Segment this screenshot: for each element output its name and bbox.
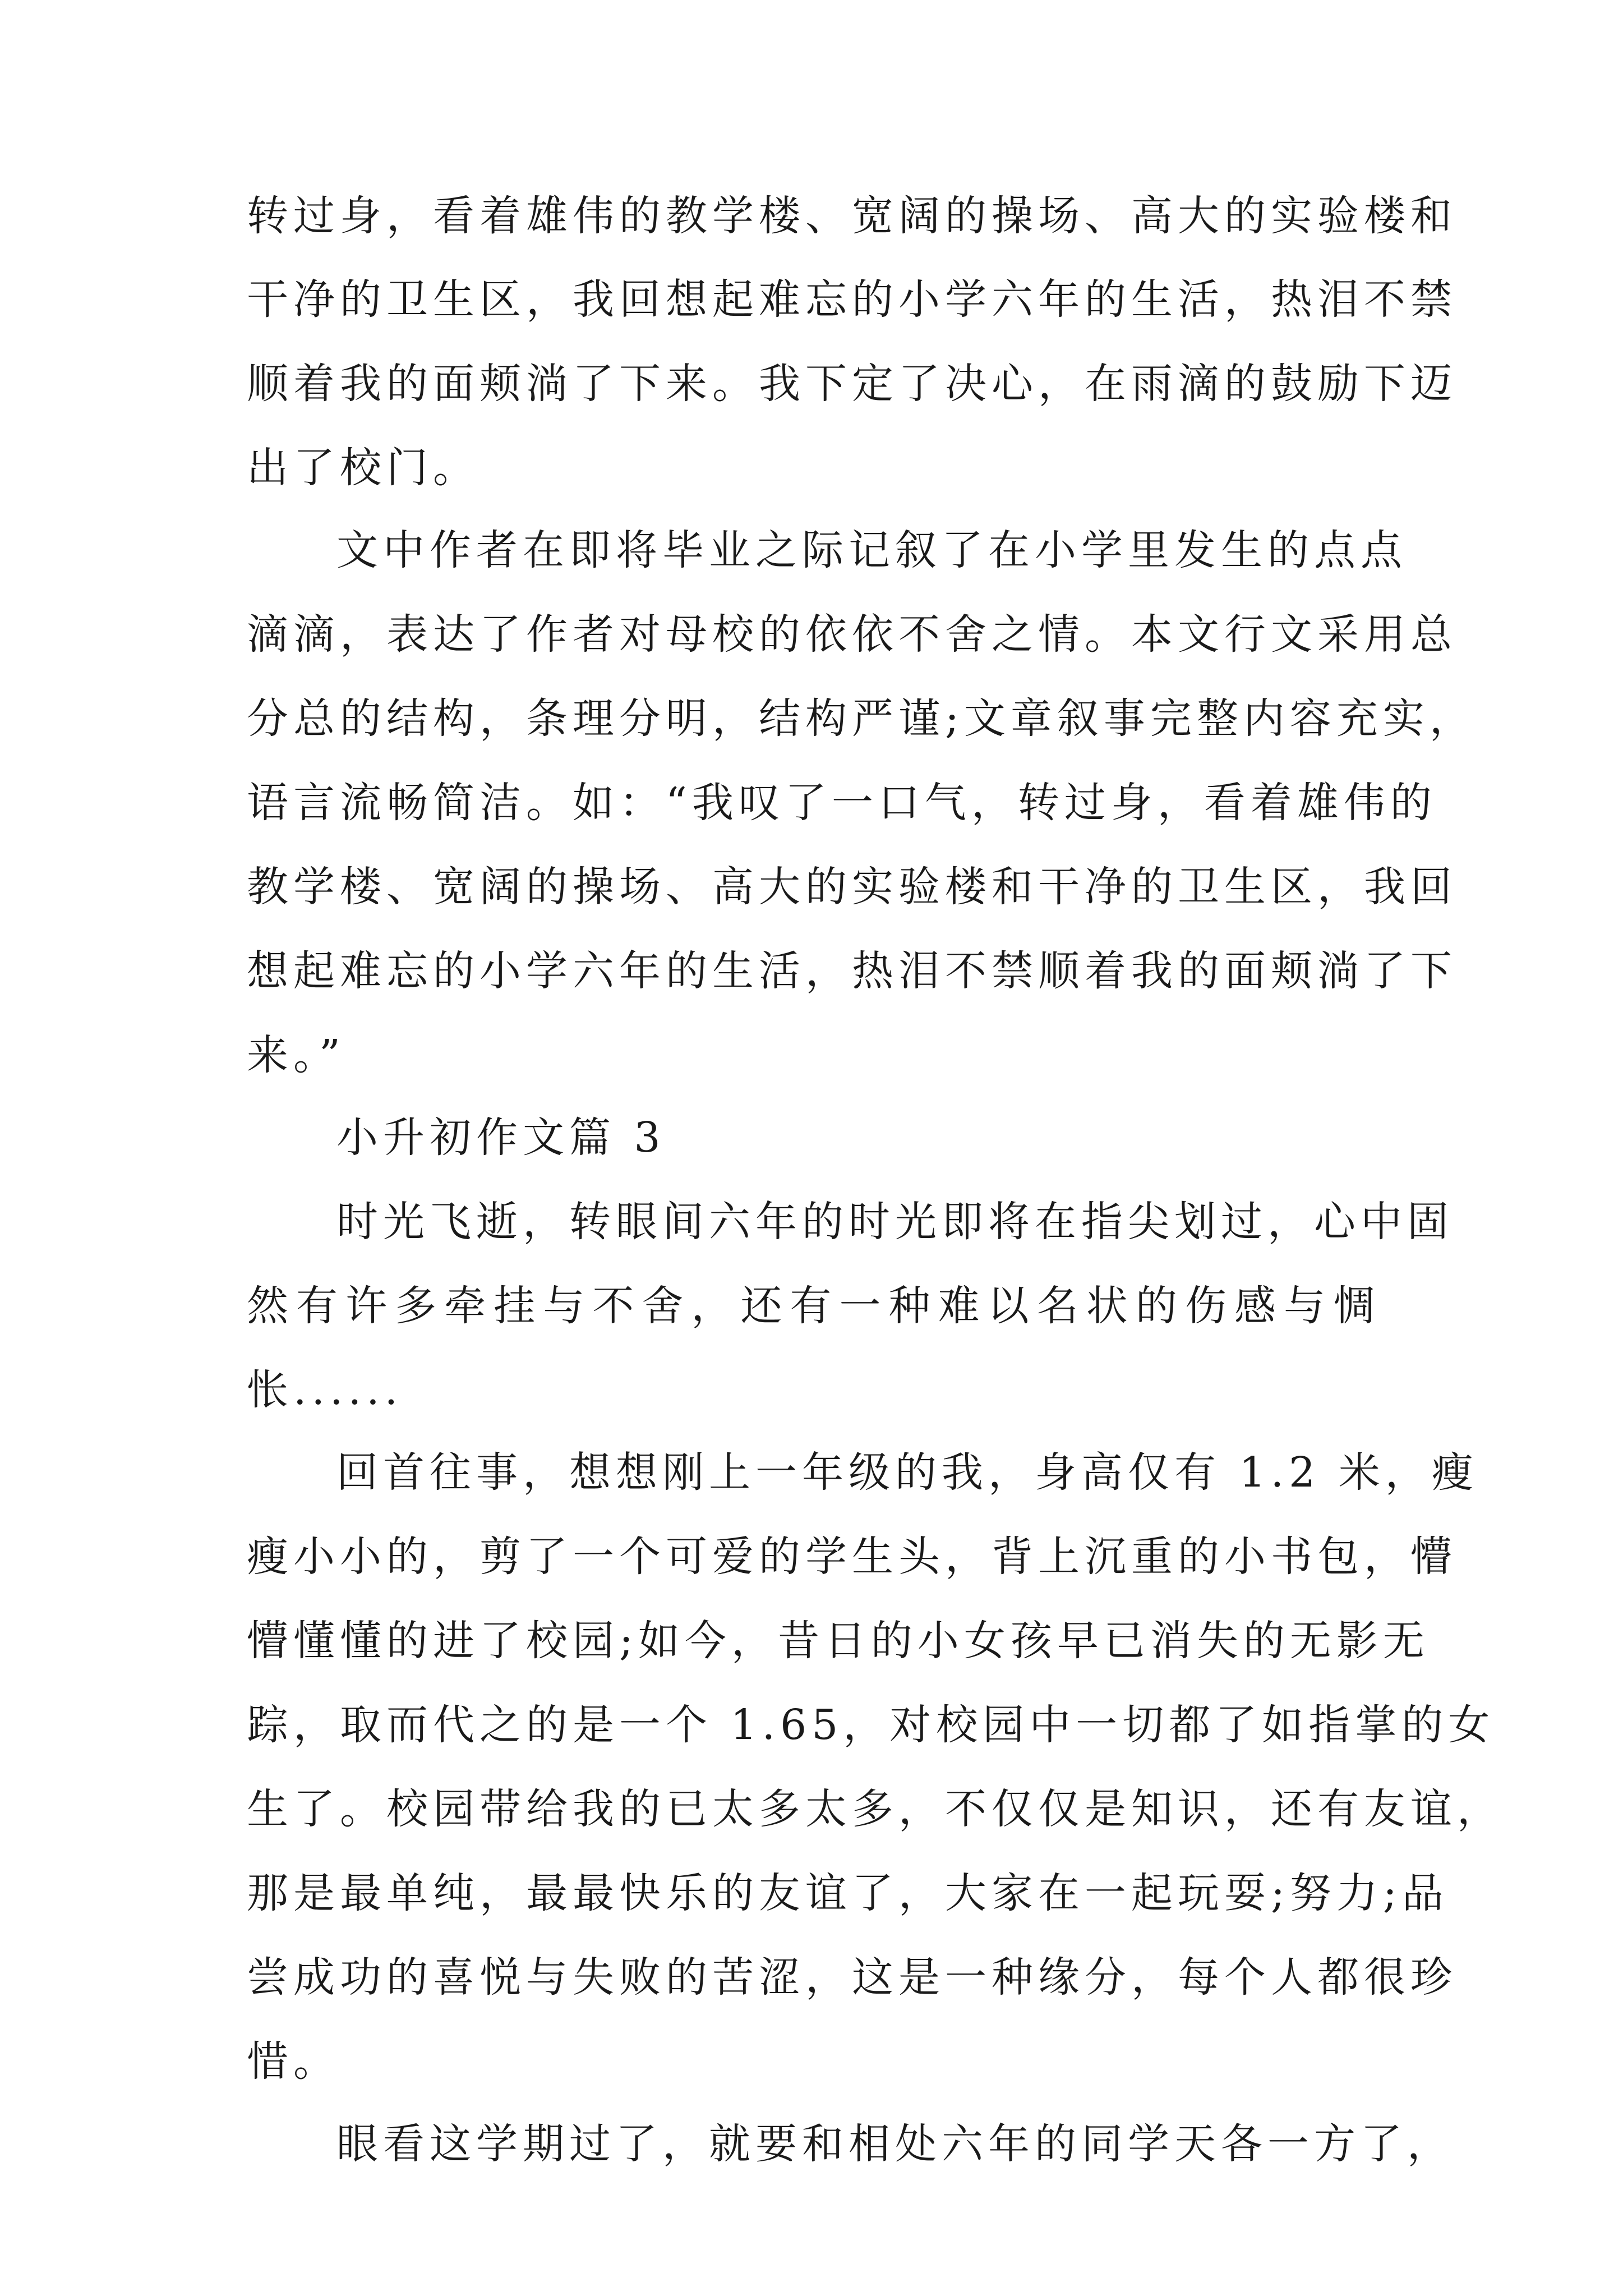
text-line: 回首往事，想想刚上一年级的我，身高仅有 1.2 米，瘦 (336, 1448, 1478, 1497)
text-line: 懵懂懂的进了校园;如今，昔日的小女孩早已消失的无影无 (247, 1617, 1430, 1665)
text-line: 小升初作文篇 3 (336, 1114, 666, 1162)
text-line: 怅...... (247, 1366, 403, 1414)
text-line: 教学楼、宽阔的操场、高大的实验楼和干净的卫生区，我回 (247, 863, 1457, 911)
text-line: 顺着我的面颊淌了下来。我下定了决心，在雨滴的鼓励下迈 (247, 360, 1457, 408)
text-line: 眼看这学期过了，就要和相处六年的同学天各一方了， (336, 2120, 1454, 2168)
text-line: 来。” (247, 1031, 345, 1079)
text-line: 转过身，看着雄伟的教学楼、宽阔的操场、高大的实验楼和 (247, 192, 1457, 240)
text-line: 踪，取而代之的是一个 1.65，对校园中一切都了如指掌的女 (247, 1701, 1495, 1749)
text-line: 分总的结构，条理分明，结构严谨;文章叙事完整内容充实， (247, 694, 1476, 743)
text-line: 语言流畅简洁。如：“我叹了一口气，转过身，看着雄伟的 (247, 779, 1437, 827)
text-line: 出了校门。 (247, 444, 479, 492)
text-line: 然有许多牵挂与不舍，还有一种难以名状的伤感与惆 (247, 1282, 1380, 1330)
text-line: 生了。校园带给我的已太多太多，不仅仅是知识，还有友谊， (247, 1785, 1504, 1833)
text-line: 滴滴，表达了作者对母校的依依不舍之情。本文行文采用总 (247, 610, 1457, 659)
text-line: 尝成功的喜悦与失败的苦涩，这是一种缘分，每个人都很珍 (247, 1953, 1457, 2001)
text-line: 瘦小小的，剪了一个可爱的学生头，背上沉重的小书包，懵 (247, 1533, 1457, 1581)
text-line: 干净的卫生区，我回想起难忘的小学六年的生活，热泪不禁 (247, 275, 1457, 324)
text-line: 那是最单纯，最最快乐的友谊了，大家在一起玩耍;努力;品 (247, 1869, 1449, 1917)
text-line: 文中作者在即将毕业之际记叙了在小学里发生的点点 (336, 526, 1407, 574)
text-line: 想起难忘的小学六年的生活，热泪不禁顺着我的面颊淌了下 (247, 947, 1457, 995)
text-line: 惜。 (247, 2037, 340, 2086)
text-line: 时光飞逝，转眼间六年的时光即将在指尖划过，心中固 (336, 1198, 1454, 1246)
